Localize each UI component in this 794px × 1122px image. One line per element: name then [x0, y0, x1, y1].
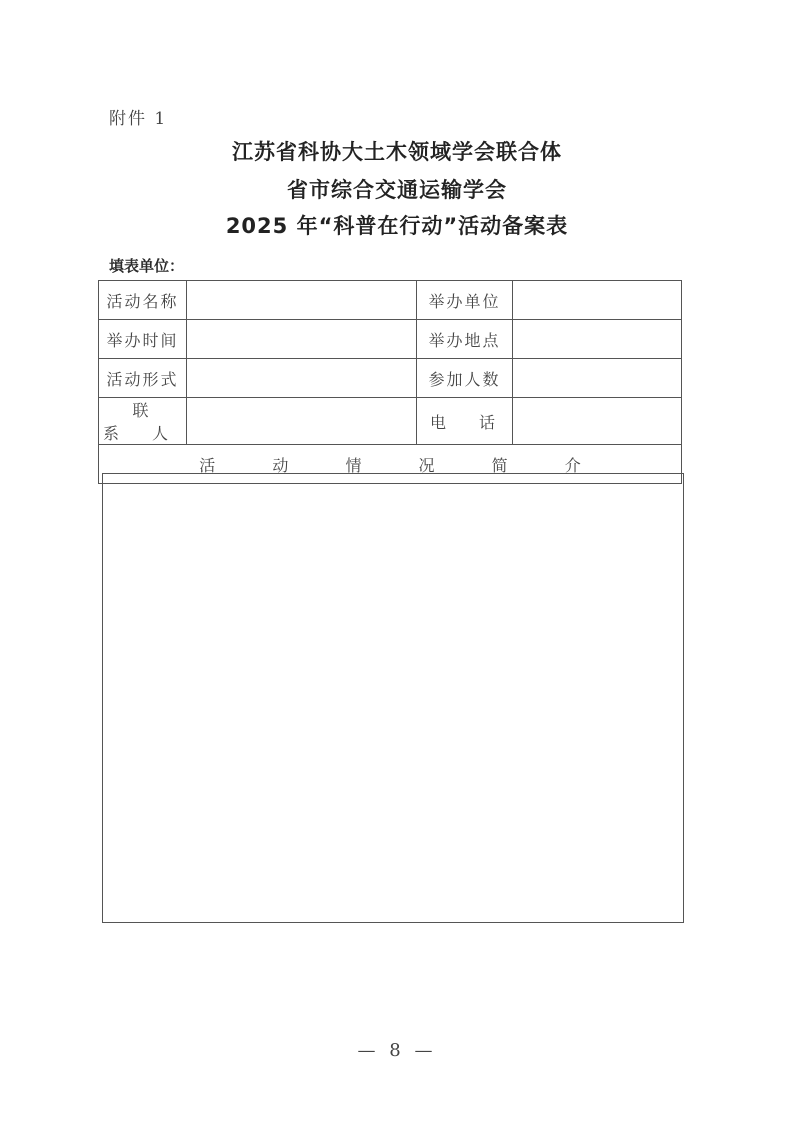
contact-person-field[interactable]	[187, 398, 417, 445]
activity-format-field[interactable]	[187, 359, 417, 398]
activity-location-label: 举办地点	[417, 320, 513, 359]
organizer-label: 举办单位	[417, 281, 513, 320]
document-title-line-2: 省市综合交通运输学会	[287, 178, 507, 202]
participant-count-label: 参加人数	[417, 359, 513, 398]
activity-name-field[interactable]	[187, 281, 417, 320]
activity-time-label: 举办时间	[99, 320, 187, 359]
table-row	[99, 398, 682, 445]
contact-person-label: 联 系 人	[99, 398, 187, 445]
phone-label: 电 话	[417, 398, 513, 445]
participant-count-field[interactable]	[513, 359, 682, 398]
page-number: — 8 —	[357, 1040, 437, 1061]
activity-summary-header: 活 动 情 况 简 介	[99, 445, 682, 484]
phone-field[interactable]	[513, 398, 682, 445]
table-row	[99, 359, 682, 398]
activity-summary-field[interactable]	[102, 473, 684, 923]
organizer-field[interactable]	[513, 281, 682, 320]
registration-form-table	[98, 280, 682, 484]
attachment-label: 附件 1	[109, 109, 168, 129]
activity-location-field[interactable]	[513, 320, 682, 359]
document-title-line-3: 2025 年“科普在行动”活动备案表	[225, 214, 569, 238]
table-row	[99, 281, 682, 320]
activity-name-label: 活动名称	[99, 281, 187, 320]
filling-unit-label: 填表单位：	[109, 257, 185, 275]
activity-time-field[interactable]	[187, 320, 417, 359]
table-row	[99, 320, 682, 359]
activity-format-label: 活动形式	[99, 359, 187, 398]
document-title-line-1: 江苏省科协大土木领域学会联合体	[232, 140, 562, 164]
